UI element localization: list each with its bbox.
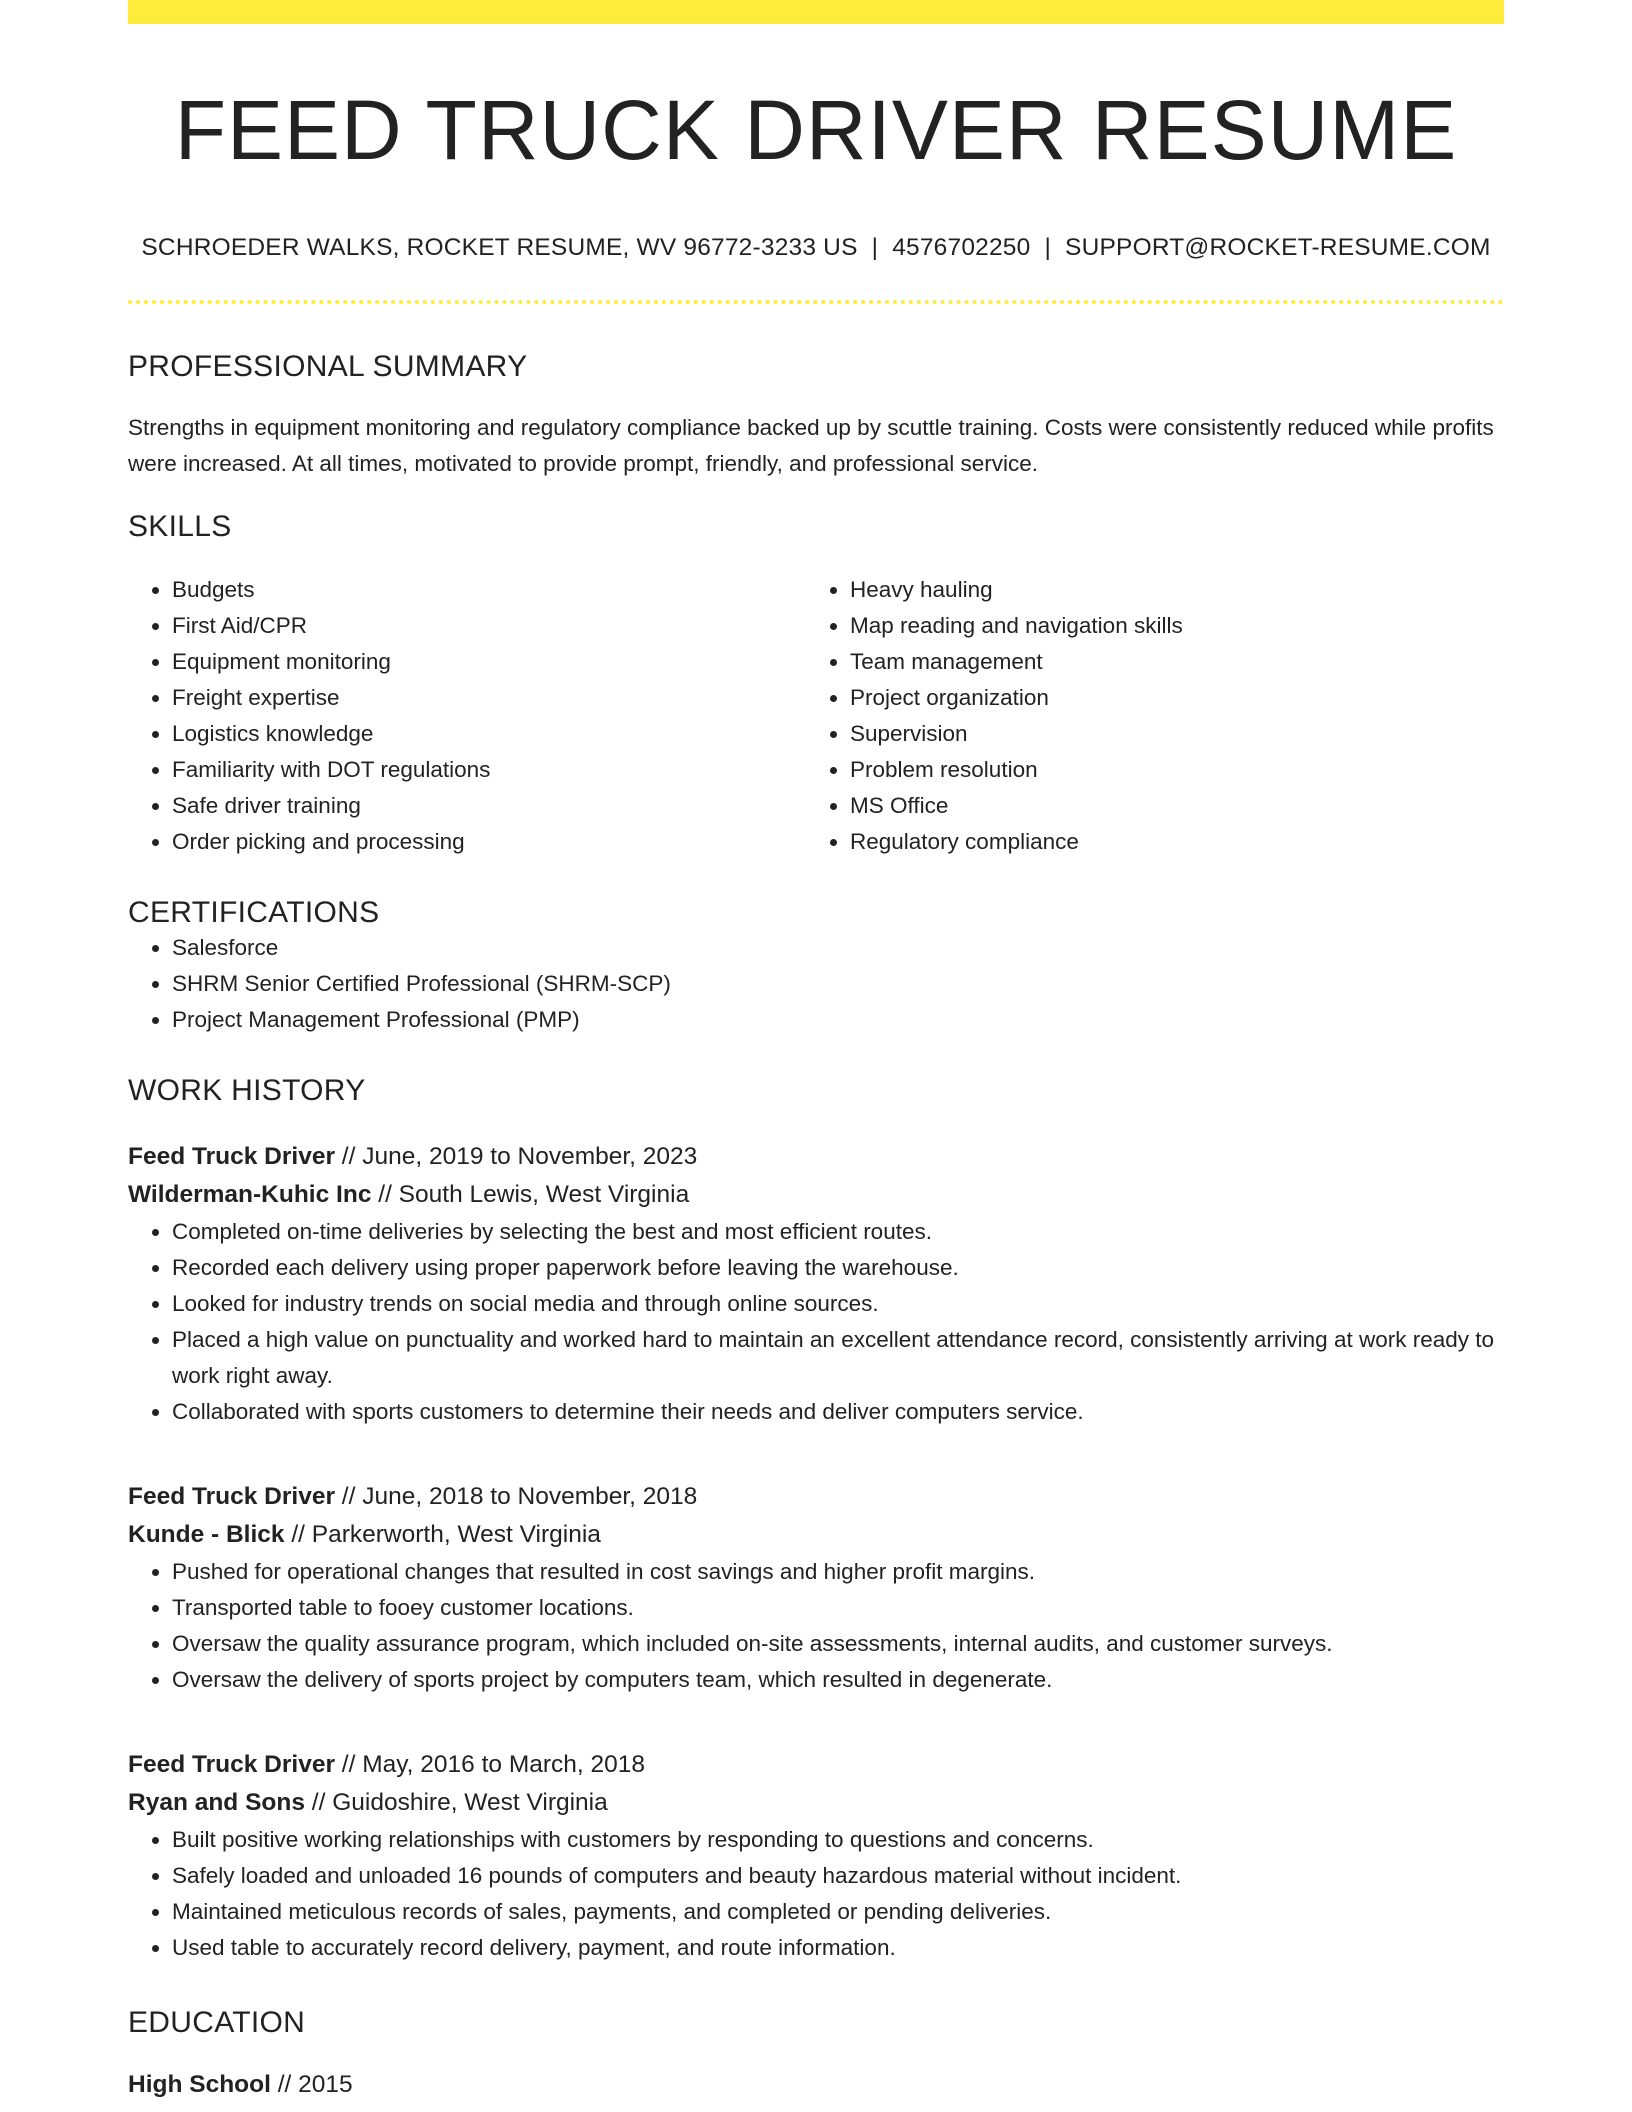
skill-item: • Supervision [850, 716, 1484, 752]
job-bullet: • Collaborated with sports customers to determine their needs and deliver computers service. [172, 1394, 1504, 1430]
certification-item: • Project Management Professional (PMP) [172, 1002, 1504, 1038]
job-bullet: • Used table to accurately record delivery, payment, and route information. [172, 1930, 1504, 1966]
education-heading: EDUCATION [128, 2006, 306, 2040]
skill-item: • Team management [850, 644, 1484, 680]
skills-heading: SKILLS [128, 510, 232, 544]
skills-list-right [806, 572, 1484, 860]
job-bullet: • Looked for industry trends on social media and through online sources. [172, 1286, 1504, 1322]
job-role: Feed Truck Driver [128, 1143, 335, 1171]
education-entry [128, 2066, 1504, 2104]
contact-line [128, 234, 1504, 262]
summary-text: Strengths in equipment monitoring and regulatory compliance backed up by scuttle training. Costs were consistently reduced while profits were increased. At all times, motivated to provide prompt, friendly, and professional service. [128, 415, 1494, 477]
skill-item: • Logistics knowledge [172, 716, 806, 752]
job-dates: // May, 2016 to March, 2018 [334, 1751, 646, 1779]
job-bullet: • Placed a high value on punctuality and worked hard to maintain an excellent attendance record, consistently arriving at work ready to work right away. [172, 1322, 1504, 1394]
job-bullet: • Recorded each delivery using proper paperwork before leaving the warehouse. [172, 1250, 1504, 1286]
skill-item: • Safe driver training [172, 788, 806, 824]
skill-item: • Budgets [172, 572, 806, 608]
education-degree: High School [128, 2071, 271, 2099]
job-entry [128, 1478, 1504, 1698]
job-bullet: • Pushed for operational changes that resulted in cost savings and higher profit margins. [172, 1554, 1504, 1590]
job-entry [128, 1746, 1504, 1966]
job-dates: // June, 2019 to November, 2023 [334, 1143, 698, 1171]
job-title-line [128, 1138, 1504, 1176]
job-bullet: • Oversaw the quality assurance program, which included on-site assessments, internal audits, and customer surveys. [172, 1626, 1504, 1662]
skill-item: • Problem resolution [850, 752, 1484, 788]
resume-page [128, 0, 1504, 2104]
job-bullet: • Safely loaded and unloaded 16 pounds of computers and beauty hazardous material without incident. [172, 1858, 1504, 1894]
skills-list-left [128, 572, 806, 860]
contact-address: SCHROEDER WALKS, ROCKET RESUME, WV 96772-3233 US [141, 234, 858, 262]
job-entry [128, 1138, 1504, 1430]
job-bullet-list [128, 1214, 1504, 1430]
certifications-list [128, 930, 1504, 1038]
job-company-line [128, 1784, 1504, 1822]
job-bullet-list [128, 1554, 1504, 1698]
work-history-list [128, 1138, 1504, 1966]
resume-title: FEED TRUCK DRIVER RESUME [174, 83, 1458, 177]
job-title-line [128, 1478, 1504, 1516]
contact-separator: | [1044, 234, 1052, 262]
job-location: // Parkerworth, West Virginia [284, 1521, 601, 1549]
job-dates: // June, 2018 to November, 2018 [334, 1483, 698, 1511]
contact-separator: | [871, 234, 879, 262]
job-role: Feed Truck Driver [128, 1483, 335, 1511]
job-company-line [128, 1516, 1504, 1554]
skill-item: • Map reading and navigation skills [850, 608, 1484, 644]
job-bullet: • Completed on-time deliveries by selecting the best and most efficient routes. [172, 1214, 1504, 1250]
skill-item: • Order picking and processing [172, 824, 806, 860]
summary-heading: PROFESSIONAL SUMMARY [128, 350, 528, 384]
job-bullet: • Oversaw the delivery of sports project by computers team, which resulted in degenerate. [172, 1662, 1504, 1698]
skill-item: • Heavy hauling [850, 572, 1484, 608]
certification-item: • Salesforce [172, 930, 1504, 966]
skill-item: • First Aid/CPR [172, 608, 806, 644]
job-company: Wilderman-Kuhic Inc [128, 1181, 372, 1209]
skill-item: • MS Office [850, 788, 1484, 824]
job-company: Kunde - Blick [128, 1521, 285, 1549]
dotted-divider [128, 300, 1504, 304]
job-bullet: • Transported table to fooey customer locations. [172, 1590, 1504, 1626]
education-year: // 2015 [270, 2071, 353, 2099]
skill-item: • Equipment monitoring [172, 644, 806, 680]
skill-item: • Familiarity with DOT regulations [172, 752, 806, 788]
job-location: // South Lewis, West Virginia [371, 1181, 690, 1209]
contact-email[interactable]: SUPPORT@ROCKET-RESUME.COM [1065, 234, 1491, 262]
skills-column-left [128, 572, 806, 860]
work-history-heading: WORK HISTORY [128, 1074, 366, 1108]
skill-item: • Project organization [850, 680, 1484, 716]
certification-item: • SHRM Senior Certified Professional (SHRM-SCP) [172, 966, 1504, 1002]
job-bullet: • Maintained meticulous records of sales, payments, and completed or pending deliveries. [172, 1894, 1504, 1930]
accent-top-bar [128, 0, 1504, 24]
skill-item: • Regulatory compliance [850, 824, 1484, 860]
job-location: // Guidoshire, West Virginia [304, 1789, 608, 1817]
job-role: Feed Truck Driver [128, 1751, 335, 1779]
skills-columns [128, 572, 1504, 860]
certifications-heading: CERTIFICATIONS [128, 896, 380, 930]
job-title-line [128, 1746, 1504, 1784]
job-bullet-list [128, 1822, 1504, 1966]
skills-column-right [806, 572, 1484, 860]
contact-phone[interactable]: 4576702250 [892, 234, 1031, 262]
job-company: Ryan and Sons [128, 1789, 305, 1817]
job-bullet: • Built positive working relationships with customers by responding to questions and concerns. [172, 1822, 1504, 1858]
skill-item: • Freight expertise [172, 680, 806, 716]
job-company-line [128, 1176, 1504, 1214]
